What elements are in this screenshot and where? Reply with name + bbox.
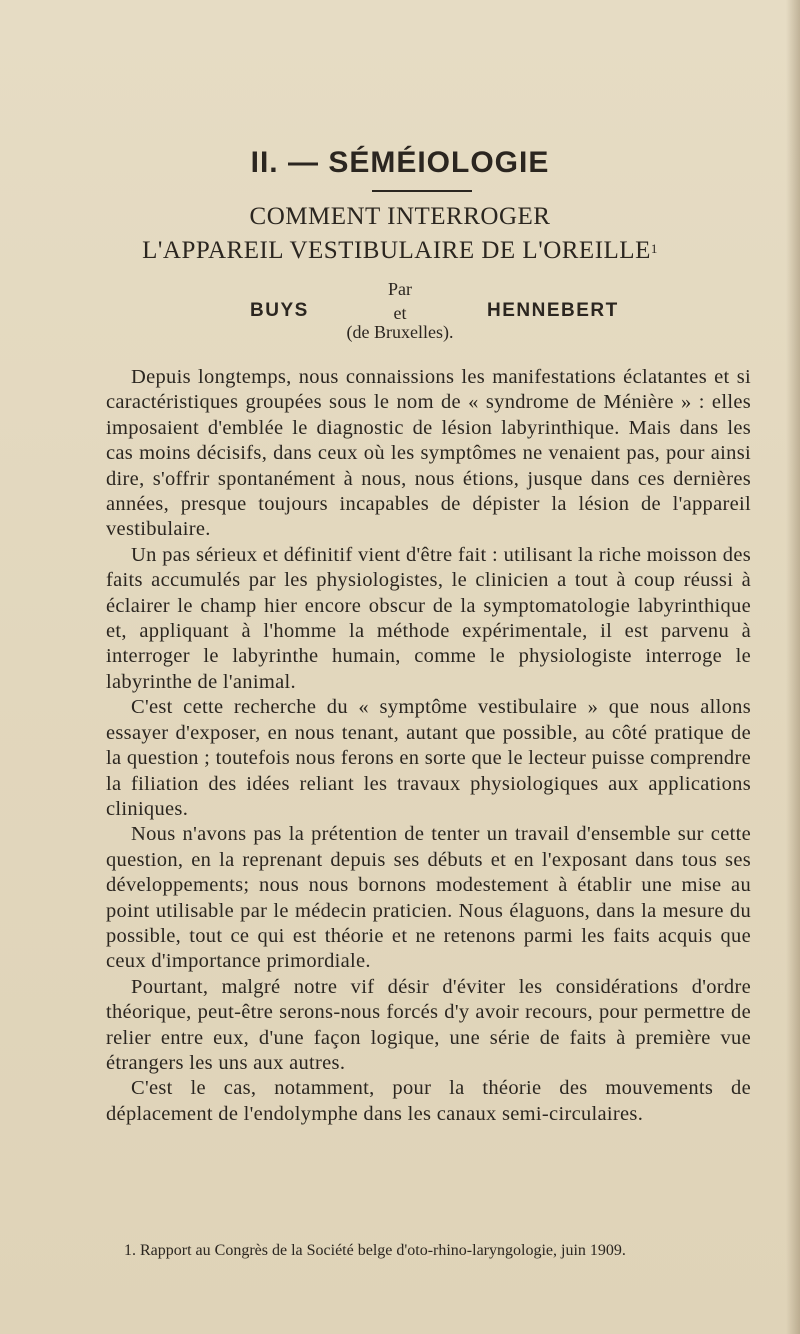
footnote-marker: 1 <box>650 241 658 256</box>
paragraph: C'est cette recherche du « symptôme vestibulaire » que nous allons essayer d'exposer, en nous tenant, autant que possible, au côté pratique de la question ; toutefois nous ferons en sorte que le lecteur puisse comprendre la filiation des idées reliant les travaux physiologiques aux applications cliniques. <box>106 696 751 820</box>
section-heading: II. — SÉMÉIOLOGIE <box>250 146 550 179</box>
footnote-text: 1. Rapport au Congrès de la Société belge d'oto-rhino-laryngologie, juin 1909. <box>124 1242 626 1259</box>
article-title-line-1: COMMENT INTERROGER <box>249 203 551 230</box>
paragraph: Depuis longtemps, nous connaissions les manifestations éclatantes et si caractéristiques groupées sous le nom de « syndrome de Ménière » : elles imposaient d'emblée le diagnostic de lésion labyrinthique. Mais dans les cas moins décisifs, dans ceux où les symptômes ne venaient pas, pour ainsi dire, s'offrir spontanément à nous, nous étions, jusque dans ces dernières années, presque toujours incapables de dépister la lésion de l'appareil vestibulaire. <box>106 366 751 541</box>
paragraph: Pourtant, malgré notre vif désir d'éviter les considérations d'ordre théorique, peut-être serons-nous forcés d'y avoir recours, pour permettre de relier entre eux, d'une façon logique, une série de faits à première vue étrangers les uns aux autres. <box>106 975 751 1074</box>
footnote <box>106 1240 751 1261</box>
article-title <box>0 200 800 268</box>
paragraph: Un pas sérieux et définitif vient d'être fait : utilisant la riche moisson des faits accumulés par les physiologistes, le clinicien a tout à coup réussi à éclairer le champ hier encore obscur de la symptomatologie labyrinthique et, appliquant à l'homme la méthode expérimentale, il est parvenu à interroger le labyrinthe humain, comme le physiologiste interroge le labyrinthe de l'animal. <box>106 543 751 693</box>
byline-par: Par <box>388 279 412 299</box>
article-title-text: L'APPAREIL VESTIBULAIRE DE L'OREILLE <box>142 237 651 264</box>
article-body <box>106 365 751 1127</box>
author-hennebert: HENNEBERT <box>487 300 619 321</box>
article-title-line-2 <box>0 234 800 268</box>
author-buys: BUYS <box>250 300 309 321</box>
paragraph: C'est le cas, notamment, pour la théorie des mouvements de déplacement de l'endolymphe dans les canaux semi-circulaires. <box>106 1077 751 1125</box>
byline-conjunction: et <box>393 303 407 323</box>
author-affiliation: (de Bruxelles). <box>346 322 454 342</box>
paragraph: Nous n'avons pas la prétention de tenter un travail d'ensemble sur cette question, en la reprenant depuis ses débuts et en l'exposant dans tous ses développements; nous nous bornons modestement à établir une mise au point utilisable par le médecin praticien. Nous élaguons, dans la mesure du possible, tout ce qui est théorie et ne retenons parmi les faits acquis que ceux d'importance primordiale. <box>106 823 751 973</box>
heading-divider <box>372 190 472 192</box>
